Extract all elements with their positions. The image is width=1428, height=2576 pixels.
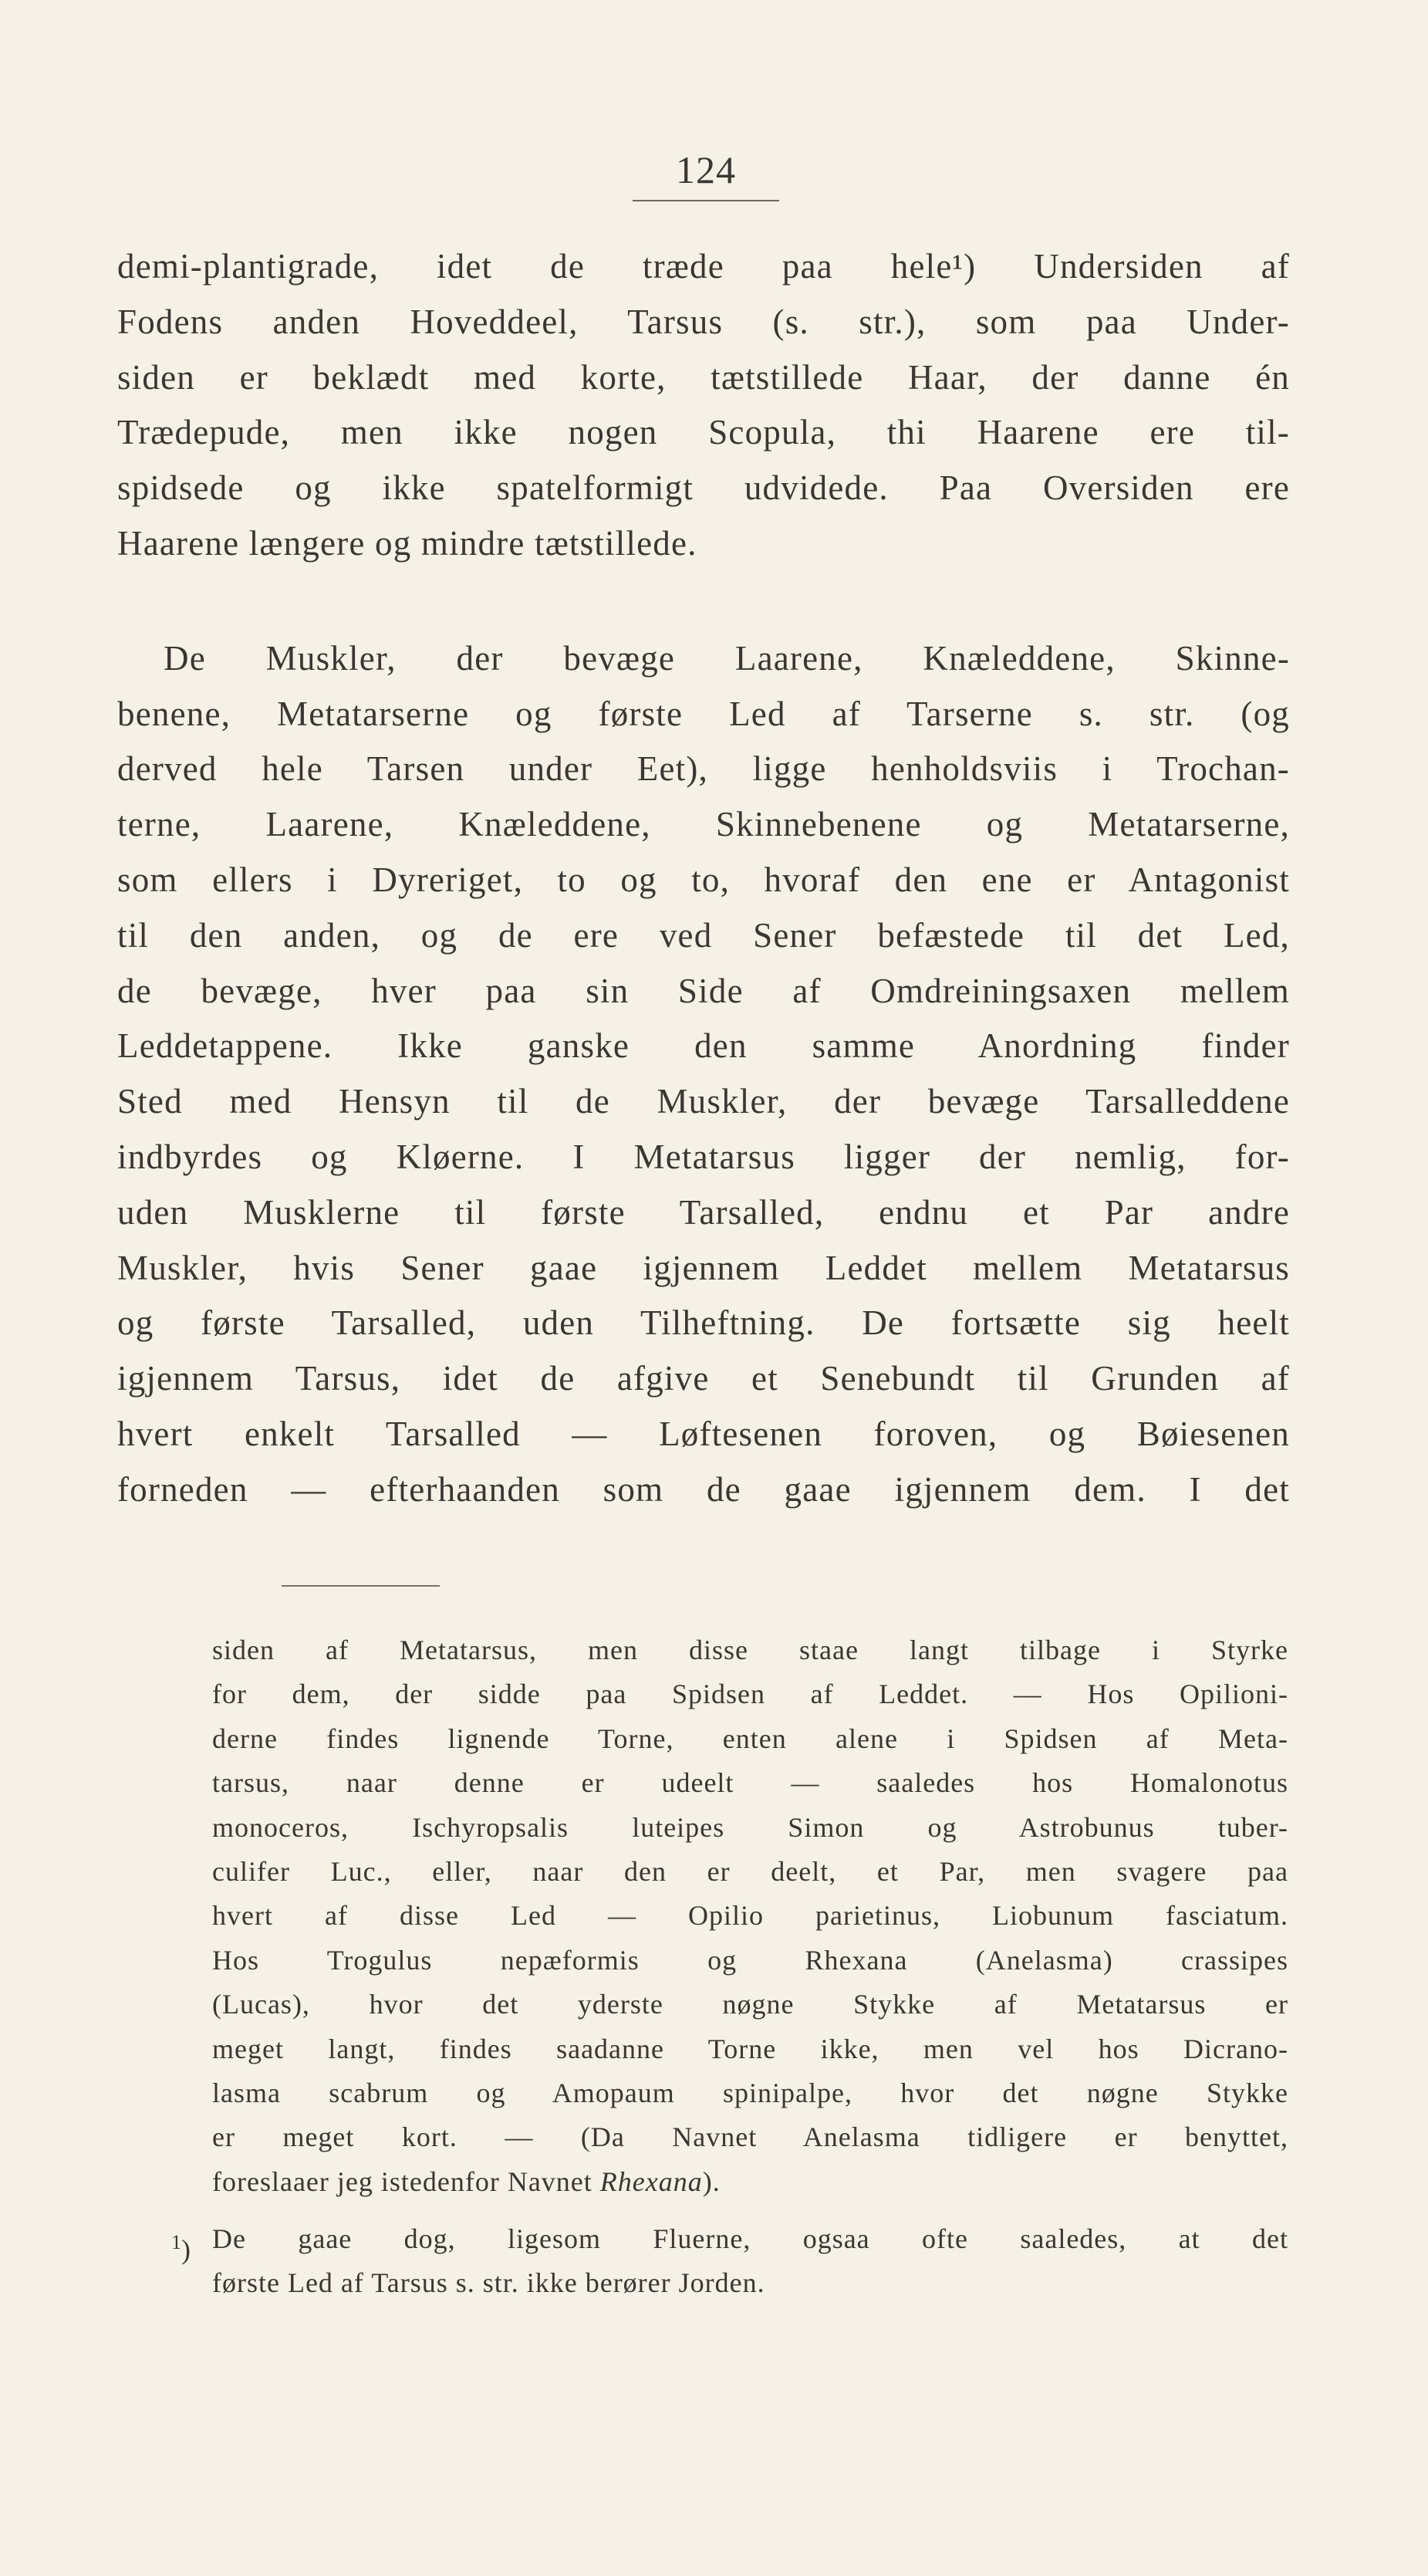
text-line: Trædepude, men ikke nogen Scopula, thi Haarene ere til- bbox=[117, 413, 1290, 452]
note-line: monoceros, Ischyropsalis luteipes Simon og Astrobunus tuber- bbox=[212, 1811, 1288, 1843]
footnote-paren: ) bbox=[181, 2234, 191, 2265]
text-line: De Muskler, der bevæge Laarene, Knæleddene, Skinne- bbox=[164, 638, 1290, 678]
text-line: Sted med Hensyn til de Muskler, der bevæge Tarsalleddene bbox=[117, 1082, 1290, 1121]
paragraph-gap bbox=[117, 572, 1290, 631]
text-line: Haarene længere og mindre tætstillede. bbox=[117, 523, 697, 563]
text-line: som ellers i Dyreriget, to og to, hvoraf den ene er Antagonist bbox=[117, 860, 1290, 899]
footnote-number: 1 bbox=[171, 2231, 181, 2253]
text-line: spidsede og ikke spatelformigt udvidede. Paa Oversiden ere bbox=[117, 468, 1290, 508]
text-line: demi-plantigrade, idet de træde paa hele¹) Undersiden af bbox=[117, 247, 1290, 286]
footnote-line: De gaae dog, ligesom Fluerne, ogsaa ofte saaledes, at det bbox=[212, 2223, 1288, 2254]
italic-genus-name: Rhexana bbox=[599, 2165, 703, 2197]
text-line: indbyrdes og Kløerne. I Metatarsus ligger der nemlig, for- bbox=[117, 1137, 1290, 1176]
footnote-1 bbox=[171, 2217, 1288, 2306]
text-line: siden er beklædt med korte, tætstillede Haar, der danne én bbox=[117, 357, 1290, 397]
note-line: tarsus, naar denne er udeelt — saaledes hos Homalonotus bbox=[212, 1767, 1288, 1799]
footnote-marker bbox=[171, 2220, 191, 2272]
text-line: hvert enkelt Tarsalled — Løftesenen foroven, og Bøiesenen bbox=[117, 1414, 1290, 1453]
note-line: culifer Luc., eller, naar den er deelt, et Par, men svagere paa bbox=[212, 1855, 1288, 1887]
text-line: forneden — efterhaanden som de gaae igjennem dem. I det bbox=[117, 1469, 1290, 1509]
text-line: uden Musklerne til første Tarsalled, endnu et Par andre bbox=[117, 1192, 1290, 1232]
page-number: 124 bbox=[676, 148, 736, 191]
page-number-rule bbox=[633, 200, 779, 201]
text-line: Muskler, hvis Sener gaae igjennem Leddet mellem Metatarsus bbox=[117, 1248, 1290, 1287]
note-line: er meget kort. — (Da Navnet Anelasma tidligere er benyttet, bbox=[212, 2121, 1288, 2153]
paragraph-1 bbox=[117, 239, 1290, 572]
note-line: meget langt, findes saadanne Torne ikke, men vel hos Dicrano- bbox=[212, 2033, 1288, 2064]
paragraph-2 bbox=[117, 631, 1290, 1518]
continued-footnote bbox=[212, 1628, 1288, 2204]
text-line: derved hele Tarsen under Eet), ligge henholdsviis i Trochan- bbox=[117, 749, 1290, 789]
text-line: benene, Metatarserne og første Led af Tarserne s. str. (og bbox=[117, 694, 1290, 733]
text-line: Leddetappene. Ikke ganske den samme Anordning finder bbox=[117, 1026, 1290, 1066]
note-text: ). bbox=[702, 2165, 721, 2197]
text-line: til den anden, og de ere ved Sener befæstede til det Led, bbox=[117, 915, 1290, 955]
footnote-line: første Led af Tarsus s. str. ikke berører Jorden. bbox=[212, 2267, 765, 2299]
text-line: terne, Laarene, Knæleddene, Skinnebenene og Metatarserne, bbox=[117, 805, 1290, 844]
note-line: for dem, der sidde paa Spidsen af Leddet. — Hos Opilioni- bbox=[212, 1678, 1288, 1710]
footnote-separator-rule bbox=[282, 1585, 440, 1587]
note-line: (Lucas), hvor det yderste nøgne Stykke af Metatarsus er bbox=[212, 1989, 1288, 2020]
main-text bbox=[117, 239, 1290, 1518]
text-line: Fodens anden Hoveddeel, Tarsus (s. str.), som paa Under- bbox=[117, 302, 1290, 341]
note-line: Hos Trogulus nepæformis og Rhexana (Anelasma) crassipes bbox=[212, 1944, 1288, 1976]
text-line: de bevæge, hver paa sin Side af Omdreiningsaxen mellem bbox=[117, 971, 1290, 1010]
note-line: derne findes lignende Torne, enten alene i Spidsen af Meta- bbox=[212, 1722, 1288, 1754]
note-line: siden af Metatarsus, men disse staae langt tilbage i Styrke bbox=[212, 1635, 1288, 1665]
text-line: igjennem Tarsus, idet de afgive et Senebundt til Grunden af bbox=[117, 1359, 1290, 1398]
note-line-final bbox=[212, 2160, 1288, 2204]
text-line: og første Tarsalled, uden Tilheftning. De fortsætte sig heelt bbox=[117, 1303, 1290, 1343]
note-line: lasma scabrum og Amopaum spinipalpe, hvor det nøgne Stykke bbox=[212, 2077, 1288, 2108]
note-line: hvert af disse Led — Opilio parietinus, Liobunum fasciatum. bbox=[212, 1900, 1288, 1932]
note-text: foreslaaer jeg istedenfor Navnet bbox=[212, 2165, 600, 2197]
